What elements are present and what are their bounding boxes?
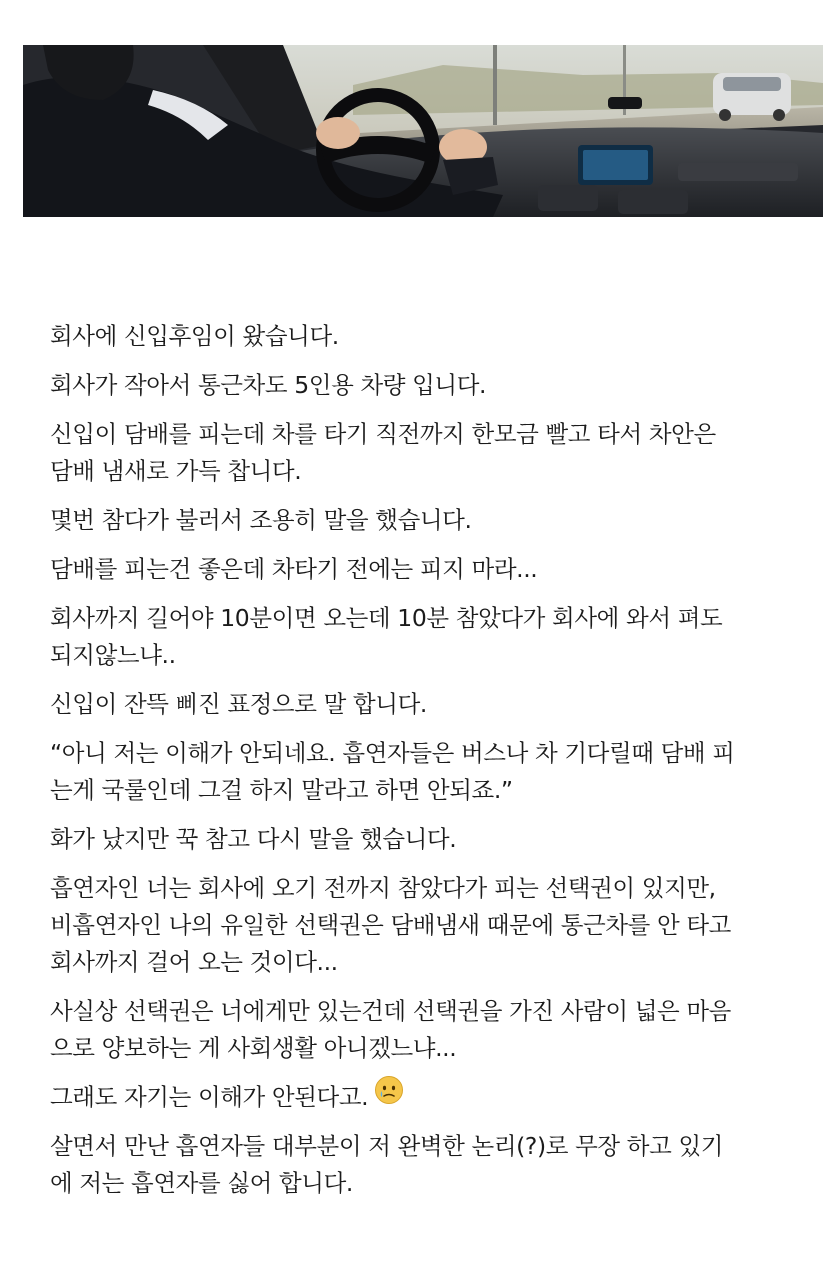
paragraph-5: [50, 551, 810, 588]
text-line: 으로 양보하는 게 사회생활 아니겠느냐...: [50, 1034, 457, 1062]
text-line: 신입이 담배를 피는데 차를 타기 직전까지 한모금 빨고 타서 차안은: [50, 420, 716, 448]
paragraph-10: [50, 870, 810, 981]
paragraph-4: [50, 502, 810, 539]
paragraph-13: [50, 1128, 810, 1202]
text-line: 담배를 피는건 좋은데 차타기 전에는 피지 마라...: [50, 555, 538, 583]
crying-face-icon: [374, 1075, 404, 1105]
paragraph-11: [50, 993, 810, 1067]
paragraph-3: [50, 416, 810, 490]
text-line: 신입이 잔뜩 삐진 표정으로 말 합니다.: [50, 690, 427, 718]
header-photo: [23, 45, 823, 217]
paragraph-6: [50, 600, 810, 674]
text-line: 는게 국룰인데 그걸 하지 말라고 하면 안되죠.”: [50, 776, 513, 804]
text-line: 회사가 작아서 통근차도 5인용 차량 입니다.: [50, 371, 487, 399]
car-interior-photo: [23, 45, 823, 217]
paragraph-9: [50, 821, 810, 858]
text-line: 회사까지 걸어 오는 것이다...: [50, 948, 338, 976]
paragraph-1: [50, 318, 810, 355]
text-line: [50, 1079, 810, 1116]
text-line: 에 저는 흡연자를 싫어 합니다.: [50, 1169, 353, 1197]
text-line: 화가 났지만 꾹 참고 다시 말을 했습니다.: [50, 825, 457, 853]
text-segment: 그래도 자기는 이해가 안된다고.: [50, 1083, 369, 1111]
text-line: 담배 냄새로 가득 찹니다.: [50, 457, 302, 485]
article-body: [50, 318, 810, 1214]
crying-face-emoji: [374, 1075, 404, 1116]
paragraph-7: [50, 686, 810, 723]
text-line: 살면서 만난 흡연자들 대부분이 저 완벽한 논리(?)로 무장 하고 있기: [50, 1132, 724, 1160]
paragraph-12: [50, 1079, 810, 1116]
text-line: 회사에 신입후임이 왔습니다.: [50, 322, 339, 350]
text-line: 몇번 참다가 불러서 조용히 말을 했습니다.: [50, 506, 472, 534]
text-line: 비흡연자인 나의 유일한 선택권은 담배냄새 때문에 통근차를 안 타고: [50, 911, 731, 939]
text-line: 회사까지 길어야 10분이면 오는데 10분 참았다가 회사에 와서 펴도: [50, 604, 723, 632]
text-line: 사실상 선택권은 너에게만 있는건데 선택권을 가진 사람이 넓은 마음: [50, 997, 731, 1025]
paragraph-2: [50, 367, 810, 404]
text-line: “아니 저는 이해가 안되네요. 흡연자들은 버스나 차 기다릴때 담배 피: [50, 739, 735, 767]
paragraph-8: [50, 735, 810, 809]
text-line: 되지않느냐..: [50, 641, 176, 669]
text-line: 흡연자인 너는 회사에 오기 전까지 참았다가 피는 선택권이 있지만,: [50, 874, 716, 902]
